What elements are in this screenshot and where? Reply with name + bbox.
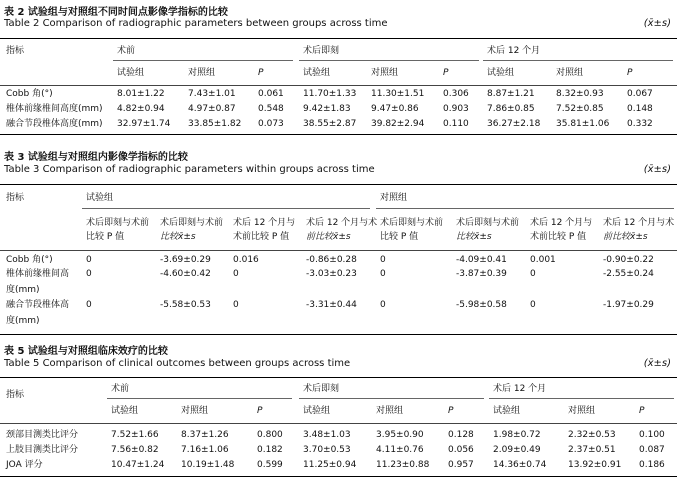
table-5-cell: 0.957 xyxy=(448,460,474,470)
table-2-sub-header: P xyxy=(258,68,264,78)
table-3-cell: -5.58±0.53 xyxy=(160,300,211,310)
table-2-cell: 0.067 xyxy=(627,89,653,99)
table-3-cell: 0 xyxy=(530,300,536,310)
table-5-title-en: Table 5 Comparison of clinical outcomes between groups across time xyxy=(4,358,351,369)
table-5-cell: 2.37±0.51 xyxy=(568,445,616,455)
table-2-header-rule xyxy=(0,85,677,86)
table-5-cell: 0.599 xyxy=(257,460,283,470)
table-2-sub-header: 试验组 xyxy=(303,68,331,78)
table-2-top-rule xyxy=(0,38,677,39)
table-2-cell: 4.97±0.87 xyxy=(188,104,236,114)
table-3-cell: -2.55±0.24 xyxy=(603,269,654,279)
table-2-bottom-rule xyxy=(0,134,677,135)
table-5-group-underline xyxy=(299,398,484,399)
table-3-row-label: 度(mm) xyxy=(6,285,40,295)
table-2-row-label: 椎体前缘椎间高度(mm) xyxy=(6,104,103,114)
table-2-cell: 0.332 xyxy=(627,119,653,129)
table-2 xyxy=(0,0,677,140)
table-3-cell: -5.98±0.58 xyxy=(456,300,507,310)
table-3-sub-header: 比较x̄±s xyxy=(456,232,492,242)
table-2-cell: 0.110 xyxy=(443,119,469,129)
table-5-group-header: 术后 12 个月 xyxy=(493,384,547,394)
table-2-cell: 33.85±1.82 xyxy=(188,119,242,129)
table-3-cell: 0 xyxy=(86,255,92,265)
table-3-group-header: 试验组 xyxy=(86,193,114,203)
table-3-sub-header: 术后即刻与术前 xyxy=(86,218,150,228)
table-3-sub-header: 比较 P 值 xyxy=(380,232,419,242)
table-3-cell: -3.03±0.23 xyxy=(306,269,357,279)
table-3-row-label: Cobb 角(°) xyxy=(6,255,53,265)
table-5-sub-header: 试验组 xyxy=(303,406,331,416)
table-2-sub-header: 对照组 xyxy=(371,68,399,78)
table-3-sub-header: 术后 12 个月与术 xyxy=(306,218,378,228)
table-5-cell: 0.056 xyxy=(448,445,474,455)
table-5-indicator-header: 指标 xyxy=(6,390,25,400)
table-5-cell: 10.19±1.48 xyxy=(181,460,235,470)
table-3-sub-header: 术后 12 个月与 xyxy=(233,218,296,228)
table-5-cell: 0.182 xyxy=(257,445,283,455)
table-5-cell: 11.25±0.94 xyxy=(303,460,357,470)
table-3-row-label: 度(mm) xyxy=(6,316,40,326)
table-3-sub-header: 术后 12 个月与术 xyxy=(603,218,675,228)
table-2-cell: 0.903 xyxy=(443,104,469,114)
table-5-header-rule xyxy=(0,423,677,424)
table-3-cell: 0 xyxy=(380,269,386,279)
table-2-cell: 9.47±0.86 xyxy=(371,104,419,114)
table-5-title-cn: 表 5 试验组与对照组临床效疗的比较 xyxy=(4,346,168,357)
table-3-cell: -3.31±0.44 xyxy=(306,300,357,310)
table-5-group-header: 术后即刻 xyxy=(303,384,340,394)
table-5-sub-header: 试验组 xyxy=(493,406,521,416)
table-2-cell: 8.87±1.21 xyxy=(487,89,535,99)
table-2-cell: 32.97±1.74 xyxy=(117,119,171,129)
table-3-cell: -1.97±0.29 xyxy=(603,300,654,310)
table-3-group-underline xyxy=(82,208,370,209)
table-3-top-rule xyxy=(0,184,677,185)
table-3-row-label: 融合节段椎体高 xyxy=(6,300,70,310)
table-2-sub-header: 试验组 xyxy=(117,68,145,78)
table-5-cell: 1.98±0.72 xyxy=(493,430,541,440)
table-3-row-label: 椎体前缘椎间高 xyxy=(6,269,70,279)
table-5-sub-header: P xyxy=(257,406,263,416)
table-2-group-underline xyxy=(299,60,479,61)
table-3-bottom-rule xyxy=(0,334,677,335)
table-5-row-label: 颈部目测类比评分 xyxy=(6,430,79,440)
table-2-cell: 39.82±2.94 xyxy=(371,119,425,129)
table-5-sub-header: 对照组 xyxy=(376,406,404,416)
table-3-cell: 0 xyxy=(86,300,92,310)
table-5-row-label: 上肢目测类比评分 xyxy=(6,445,79,455)
table-3-sub-header: 前比较x̄±s xyxy=(603,232,648,242)
table-5-cell: 13.92±0.91 xyxy=(568,460,622,470)
table-2-cell: 35.81±1.06 xyxy=(556,119,610,129)
table-5-cell: 8.37±1.26 xyxy=(181,430,229,440)
table-3-sub-header: 术前比较 P 值 xyxy=(530,232,587,242)
table-5-sub-header: P xyxy=(448,406,454,416)
table-3-sub-header: 术后即刻与术前 xyxy=(380,218,444,228)
table-5-cell: 11.23±0.88 xyxy=(376,460,430,470)
table-3-sub-header: 术后即刻与术前 xyxy=(456,218,520,228)
table-5-group-underline xyxy=(107,398,292,399)
table-5-cell: 10.47±1.24 xyxy=(111,460,165,470)
table-2-sub-header: P xyxy=(443,68,449,78)
table-3-cell: -0.86±0.28 xyxy=(306,255,357,265)
table-5-cell: 3.95±0.90 xyxy=(376,430,424,440)
table-3-sub-header: 术前比较 P 值 xyxy=(233,232,290,242)
table-2-cell: 38.55±2.87 xyxy=(303,119,357,129)
table-5-cell: 4.11±0.76 xyxy=(376,445,424,455)
table-2-cell: 7.43±1.01 xyxy=(188,89,236,99)
table-3-cell: 0 xyxy=(380,300,386,310)
table-3-cell: -3.69±0.29 xyxy=(160,255,211,265)
table-2-group-header: 术前 xyxy=(117,46,136,56)
table-3-stat-note: (x̄±s) xyxy=(643,164,671,175)
table-2-row-label: Cobb 角(°) xyxy=(6,89,53,99)
table-2-cell: 0.073 xyxy=(258,119,284,129)
table-3-cell: -4.09±0.41 xyxy=(456,255,507,265)
table-3-cell: 0 xyxy=(380,255,386,265)
table-2-title-cn: 表 2 试验组与对照组不同时间点影像学指标的比较 xyxy=(4,7,228,18)
table-2-cell: 9.42±1.83 xyxy=(303,104,351,114)
table-2-sub-header: 对照组 xyxy=(556,68,584,78)
table-5-sub-header: 对照组 xyxy=(181,406,209,416)
table-5-cell: 0.087 xyxy=(639,445,665,455)
table-3-cell: -0.90±0.22 xyxy=(603,255,654,265)
table-5-sub-header: 试验组 xyxy=(111,406,139,416)
table-5-group-underline xyxy=(489,398,674,399)
table-2-indicator-header: 指标 xyxy=(6,46,25,56)
table-2-cell: 0.061 xyxy=(258,89,284,99)
table-3-cell: -4.60±0.42 xyxy=(160,269,211,279)
table-2-cell: 8.32±0.93 xyxy=(556,89,604,99)
table-2-cell: 7.86±0.85 xyxy=(487,104,535,114)
table-3-group-underline xyxy=(376,208,674,209)
table-2-cell: 11.70±1.33 xyxy=(303,89,357,99)
table-5-cell: 3.48±1.03 xyxy=(303,430,351,440)
table-5-sub-header: P xyxy=(639,406,645,416)
table-2-cell: 0.148 xyxy=(627,104,653,114)
table-3-cell: 0.016 xyxy=(233,255,259,265)
table-2-group-underline xyxy=(113,60,293,61)
table-5-cell: 7.52±1.66 xyxy=(111,430,159,440)
table-2-stat-note: (x̄±s) xyxy=(643,18,671,29)
table-2-cell: 8.01±1.22 xyxy=(117,89,165,99)
table-2-group-underline xyxy=(483,60,673,61)
table-5-cell: 7.16±1.06 xyxy=(181,445,229,455)
table-2-cell: 11.30±1.51 xyxy=(371,89,425,99)
table-2-sub-header: 试验组 xyxy=(487,68,515,78)
table-5-sub-header: 对照组 xyxy=(568,406,596,416)
table-5-cell: 3.70±0.53 xyxy=(303,445,351,455)
table-3-cell: 0 xyxy=(530,269,536,279)
table-2-row-label: 融合节段椎体高度(mm) xyxy=(6,119,103,129)
table-2-group-header: 术后即刻 xyxy=(303,46,340,56)
table-5-cell: 0.100 xyxy=(639,430,665,440)
table-5-row-label: JOA 评分 xyxy=(6,460,43,470)
table-3-cell: 0.001 xyxy=(530,255,556,265)
table-5-bottom-rule xyxy=(0,476,677,477)
table-3-sub-header: 术后 12 个月与 xyxy=(530,218,593,228)
table-5-cell: 2.09±0.49 xyxy=(493,445,541,455)
table-5-group-header: 术前 xyxy=(111,384,130,394)
table-3-cell: 0 xyxy=(86,269,92,279)
table-3-title-cn: 表 3 试验组与对照组内影像学指标的比较 xyxy=(4,152,188,163)
table-3-sub-header: 术后即刻与术前 xyxy=(160,218,224,228)
table-2-sub-header: P xyxy=(627,68,633,78)
table-5 xyxy=(0,336,677,485)
table-3-cell: 0 xyxy=(233,269,239,279)
table-3-sub-header: 比较x̄±s xyxy=(160,232,196,242)
table-2-title-en: Table 2 Comparison of radiographic parameters between groups across time xyxy=(4,18,388,29)
table-5-cell: 0.128 xyxy=(448,430,474,440)
table-3-title-en: Table 3 Comparison of radiographic parameters within groups across time xyxy=(4,164,375,175)
table-5-stat-note: (x̄±s) xyxy=(643,358,671,369)
table-3-cell: -3.87±0.39 xyxy=(456,269,507,279)
table-5-cell: 0.800 xyxy=(257,430,283,440)
table-5-top-rule xyxy=(0,377,677,378)
table-3-group-header: 对照组 xyxy=(380,193,408,203)
table-2-group-header: 术后 12 个月 xyxy=(487,46,541,56)
table-2-sub-header: 对照组 xyxy=(188,68,216,78)
table-3-header-rule xyxy=(0,250,677,251)
table-5-cell: 0.186 xyxy=(639,460,665,470)
table-3-indicator-header: 指标 xyxy=(6,193,25,203)
table-3-sub-header: 比较 P 值 xyxy=(86,232,125,242)
table-5-cell: 2.32±0.53 xyxy=(568,430,616,440)
table-2-cell: 0.306 xyxy=(443,89,469,99)
table-2-cell: 0.548 xyxy=(258,104,284,114)
table-3 xyxy=(0,140,677,340)
table-2-cell: 7.52±0.85 xyxy=(556,104,604,114)
table-2-cell: 4.82±0.94 xyxy=(117,104,165,114)
table-3-cell: 0 xyxy=(233,300,239,310)
table-3-sub-header: 前比较x̄±s xyxy=(306,232,351,242)
table-5-cell: 14.36±0.74 xyxy=(493,460,547,470)
table-5-cell: 7.56±0.82 xyxy=(111,445,159,455)
table-2-cell: 36.27±2.18 xyxy=(487,119,541,129)
